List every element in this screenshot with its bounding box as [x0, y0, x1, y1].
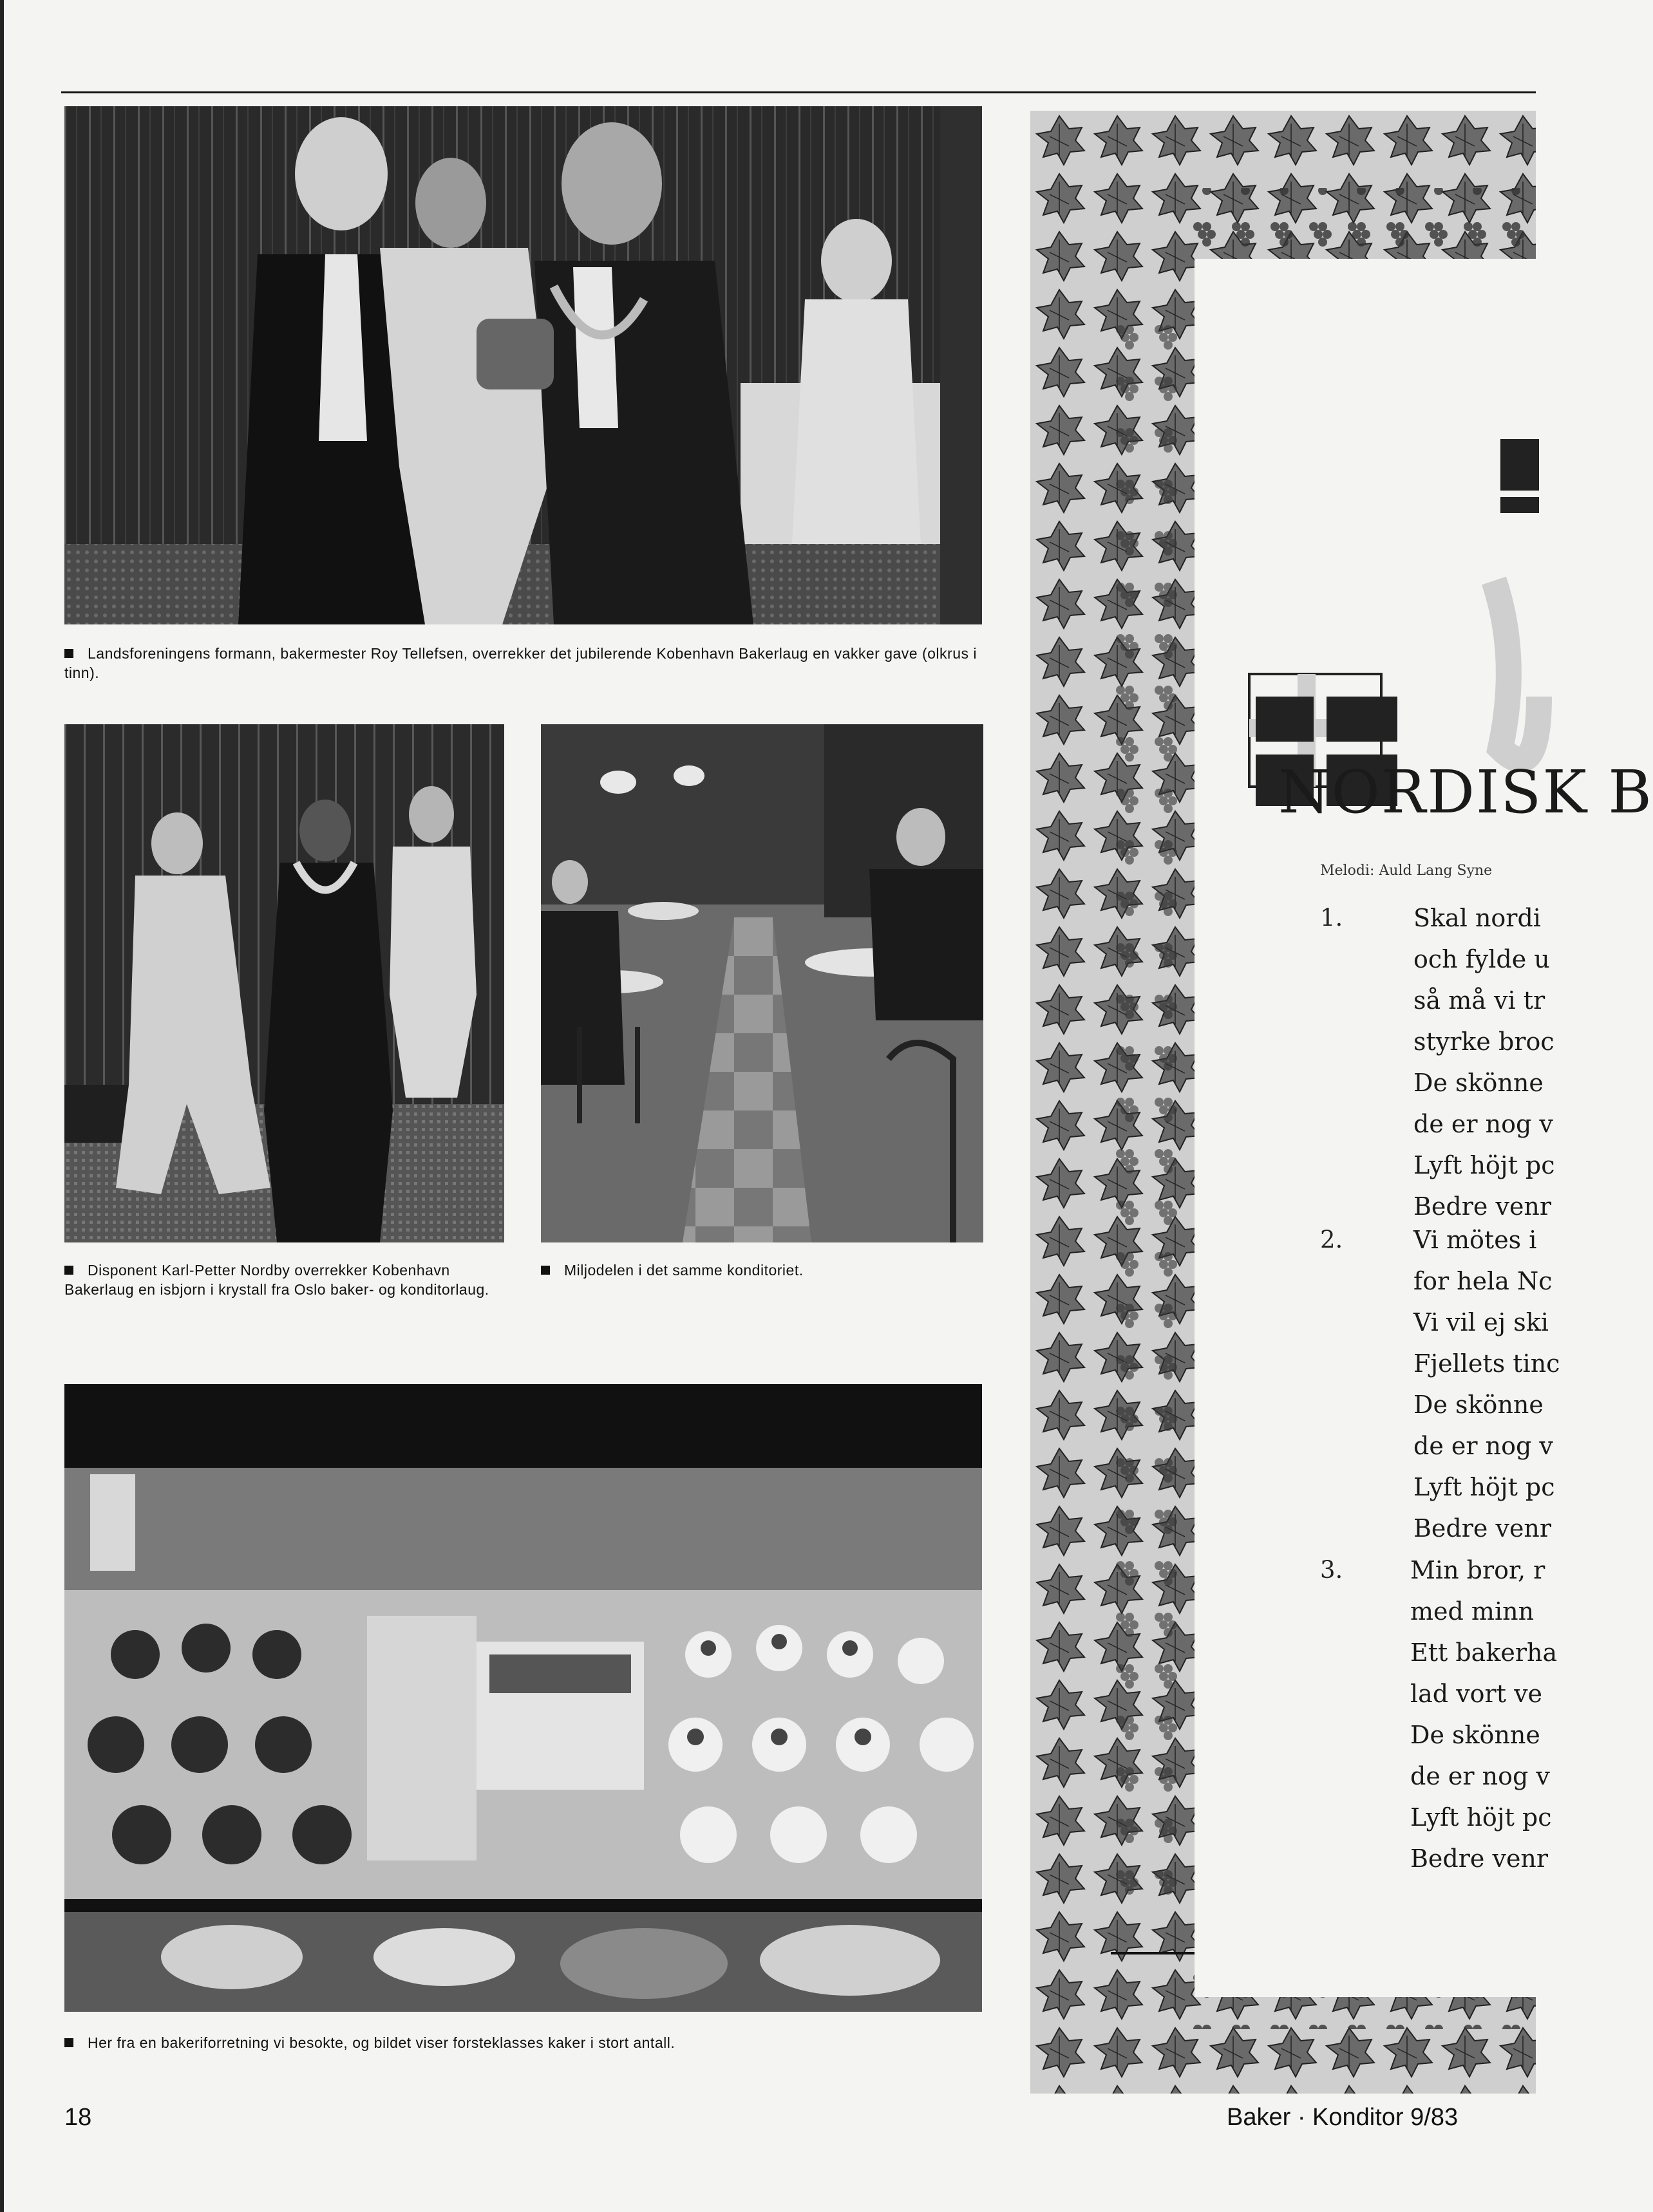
verse-2	[1413, 1219, 1560, 1549]
verse-line: De skönne	[1413, 1069, 1544, 1097]
photo-pastry-display	[64, 1384, 982, 2012]
photo-polar-bear-gift	[64, 724, 504, 1242]
verse-line: med minn	[1410, 1597, 1535, 1626]
verse-3	[1410, 1550, 1557, 1879]
verse-number: 3.	[1320, 1556, 1343, 1584]
caption-photo3: Miljodelen i det samme konditoriet.	[541, 1261, 985, 1280]
verse-line: Bedre venr	[1410, 1844, 1549, 1873]
verse-line: Bedre venr	[1413, 1514, 1552, 1542]
verse-line: de er nog v	[1410, 1762, 1550, 1790]
magazine-issue: Baker · Konditor 9/83	[1227, 2104, 1459, 2131]
verse-line: så må vi tr	[1413, 986, 1545, 1015]
verse-line: Vi mötes i	[1413, 1226, 1537, 1254]
song-sheet	[1030, 111, 1653, 2094]
verse-line: Skal nordi	[1413, 904, 1541, 932]
page-edge	[0, 0, 4, 2212]
page-number: 18	[64, 2104, 92, 2131]
verse-line: och fylde u	[1413, 945, 1550, 973]
verse-line: Lyft höjt pc	[1410, 1803, 1552, 1832]
verse-line: de er nog v	[1413, 1110, 1553, 1138]
verse-1	[1413, 897, 1555, 1227]
photo-cafe-interior	[541, 724, 983, 1242]
caption-photo2: Disponent Karl-Petter Nordby overrekker Kobenhavn Bakerlaug en isbjorn i krystall fra Oslo baker- og konditorlaug.	[64, 1262, 489, 1298]
verse-line: for hela Nc	[1413, 1267, 1553, 1295]
verse-line: de er nog v	[1413, 1432, 1553, 1460]
bullet-square-icon	[64, 649, 73, 658]
verse-line: Min bror, r	[1410, 1556, 1545, 1584]
verse-number: 1.	[1320, 904, 1343, 932]
verse-line: Lyft höjt pc	[1413, 1151, 1555, 1179]
bullet-square-icon	[64, 2038, 73, 2047]
verse-line: Bedre venr	[1413, 1192, 1552, 1221]
verse-line: Ett bakerha	[1410, 1638, 1558, 1667]
verse-line: De skönne	[1410, 1721, 1540, 1749]
verse-line: Vi vil ej ski	[1413, 1308, 1549, 1336]
verse-line: styrke broc	[1413, 1027, 1554, 1056]
verse-line: Lyft höjt pc	[1413, 1473, 1555, 1501]
verse-line: Fjellets tinc	[1413, 1349, 1560, 1378]
top-rule	[61, 91, 1536, 93]
song-title: NORDISK B	[1278, 758, 1653, 827]
bullet-square-icon	[64, 1266, 73, 1275]
song-melody: Melodi: Auld Lang Syne	[1320, 863, 1493, 879]
photo-gift-presentation	[64, 106, 982, 624]
bullet-square-icon	[541, 1266, 550, 1275]
verse-line: De skönne	[1413, 1391, 1544, 1419]
caption-photo1: Landsforeningens formann, bakermester Roy Tellefsen, overrekker det jubilerende Kobenhavn Bakerlaug en vakker gave (olkrus i tinn).	[64, 645, 977, 681]
verse-line: lad vort ve	[1410, 1680, 1543, 1708]
verse-number: 2.	[1320, 1226, 1343, 1253]
caption-photo4: Her fra en bakeriforretning vi besokte, og bildet viser forsteklasses kaker i stort antall.	[64, 2033, 985, 2052]
